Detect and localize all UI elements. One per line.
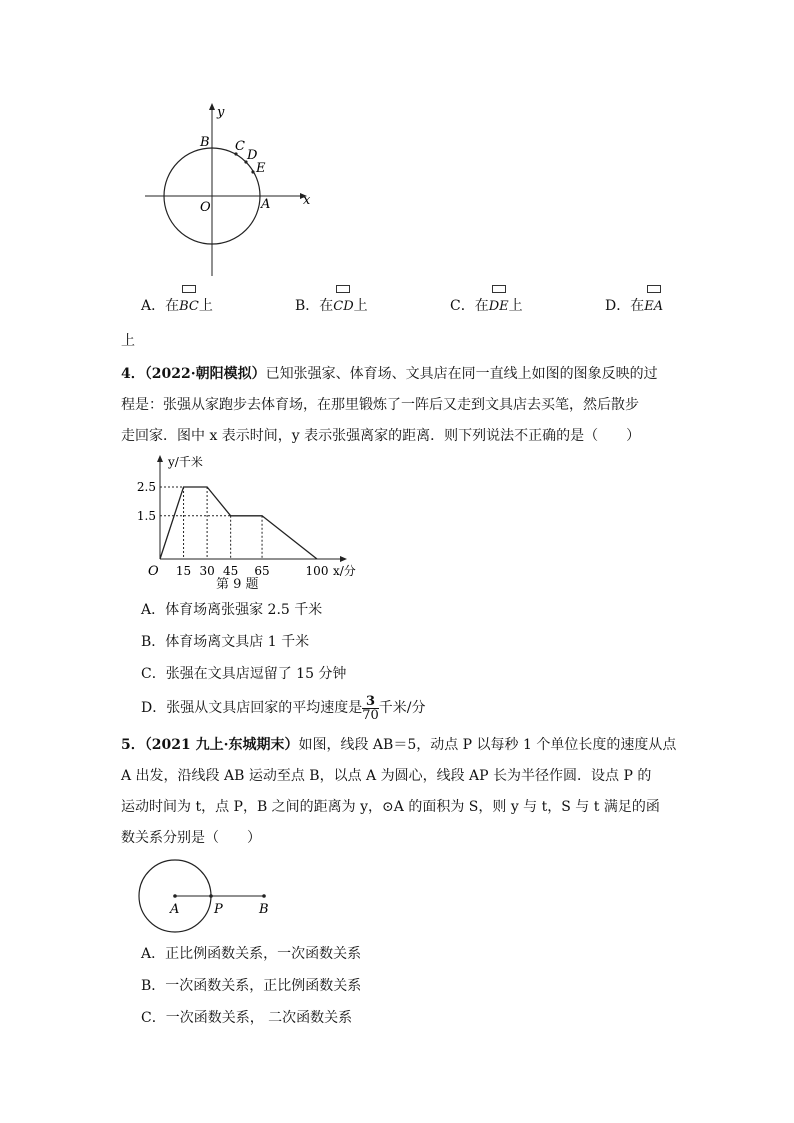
label-D: D bbox=[247, 148, 258, 163]
q5-line-4: 数关系分别是（ ） bbox=[121, 830, 261, 846]
point-B bbox=[262, 894, 266, 898]
origin-label: O bbox=[148, 564, 159, 579]
q4-option-b[interactable]: B．体育场离文具店 1 千米 bbox=[141, 634, 310, 650]
label-B: B bbox=[200, 135, 210, 150]
label-x: x bbox=[303, 193, 311, 208]
q3-option-a[interactable]: A．在 BC上 bbox=[141, 296, 213, 317]
point-A bbox=[173, 894, 177, 898]
x-axis-label: x/分 bbox=[333, 564, 356, 578]
q5-circle-segment-figure bbox=[130, 860, 290, 940]
point-P bbox=[209, 894, 213, 898]
y-axis-arrow bbox=[209, 103, 215, 110]
q3-circle-figure bbox=[140, 100, 320, 280]
q4-line-3: 走回家．图中 x 表示时间，y 表示张强离家的距离．则下列说法不正确的是（ ） bbox=[121, 428, 641, 444]
point-E bbox=[251, 170, 254, 173]
x-axis-arrow bbox=[340, 556, 347, 562]
arc-symbol-icon bbox=[647, 285, 661, 293]
q5-line-2: A 出发，沿线段 AB 运动至点 B，以点 A 为圆心，线段 AP 长为半径作圆．设点 P 的 bbox=[121, 768, 652, 784]
q3-option-c[interactable]: C．在 DE上 bbox=[450, 296, 523, 317]
arc-symbol-icon bbox=[492, 285, 506, 293]
x-tick-label: 65 bbox=[254, 564, 270, 578]
q3-option-b[interactable]: B．在 CD上 bbox=[295, 296, 368, 317]
q4-option-c[interactable]: C．张强在文具店逗留了 15 分钟 bbox=[141, 666, 347, 682]
q5-option-b[interactable]: B．一次函数关系，正比例函数关系 bbox=[141, 978, 362, 994]
y-axis-arrow bbox=[157, 455, 163, 462]
y-tick-label: 1.5 bbox=[136, 508, 156, 523]
q4-option-d[interactable]: D．张强从文具店回家的平均速度是 $\frac{3}{70}$ 千米/分 bbox=[141, 693, 426, 723]
label-P: P bbox=[214, 902, 223, 917]
q4-distance-time-chart bbox=[135, 450, 365, 579]
q4-number: 4． bbox=[121, 366, 145, 382]
x-tick-label: 15 bbox=[175, 564, 192, 578]
label-E: E bbox=[256, 161, 266, 176]
q4-chart-caption: 第 9 题 bbox=[216, 577, 259, 592]
fraction: $\frac{3}{70}$ bbox=[362, 693, 379, 723]
q4-line-1: 4．（2022·朝阳模拟）已知张强家、体育场、文具店在同一直线上如图的图象反映的过 bbox=[121, 366, 658, 382]
arc-symbol-icon bbox=[182, 285, 196, 293]
label-y: y bbox=[217, 105, 225, 120]
q4-option-a[interactable]: A．体育场离张强家 2.5 千米 bbox=[141, 602, 323, 618]
q5-number: 5． bbox=[121, 737, 145, 753]
x-tick-label: 100 bbox=[305, 564, 329, 578]
x-tick-label: 45 bbox=[223, 564, 239, 578]
y-axis-label: y/千米 bbox=[168, 455, 203, 469]
q5-line-3: 运动时间为 t，点 P，B 之间的距离为 y，⊙A 的面积为 S，则 y 与 t，S 与 t 满足的函 bbox=[121, 799, 660, 815]
label-A: A bbox=[261, 197, 271, 212]
label-O: O bbox=[200, 200, 211, 215]
q4-source: （2022·朝阳模拟） bbox=[144, 366, 266, 382]
q5-option-c[interactable]: C．一次函数关系， 二次函数关系 bbox=[141, 1010, 353, 1026]
arc-symbol-icon bbox=[336, 285, 350, 293]
q3-option-d-wrap: 上 bbox=[121, 333, 135, 349]
label-C: C bbox=[235, 139, 245, 154]
label-B: B bbox=[259, 902, 269, 917]
y-tick-label: 2.5 bbox=[136, 480, 156, 494]
label-A: A bbox=[170, 902, 180, 917]
q4-line-2: 程是：张强从家跑步去体育场，在那里锻炼了一阵后又走到文具店去买笔，然后散步 bbox=[121, 397, 639, 413]
q5-source: （2021 九上·东城期末） bbox=[144, 737, 299, 753]
x-tick-label: 30 bbox=[199, 564, 215, 578]
q3-option-d[interactable]: D．在 EA bbox=[605, 296, 663, 317]
q5-option-a[interactable]: A．正比例函数关系，一次函数关系 bbox=[141, 946, 362, 962]
q5-line-1: 5．（2021 九上·东城期末）如图，线段 AB＝5，动点 P 以每秒 1 个单位长度的速度从点 bbox=[121, 737, 677, 753]
